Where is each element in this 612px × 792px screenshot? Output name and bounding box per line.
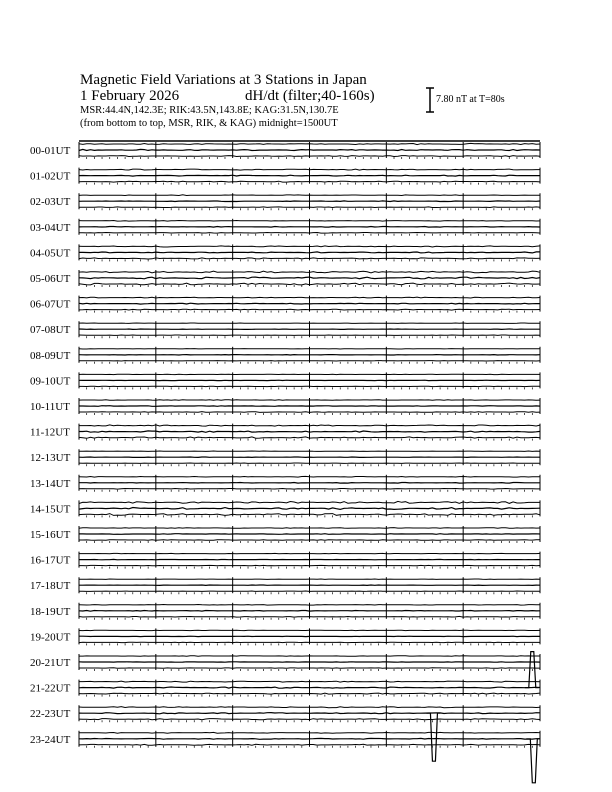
station-order-note: (from bottom to top, MSR, RIK, & KAG) midnight=1500UT [80,118,338,129]
station-coordinates: MSR:44.4N,142.3E; RIK:43.5N,143.8E; KAG:31.5N,130.7E [80,105,339,116]
row-label-04-05UT: 04-05UT [30,247,71,260]
row-label-23-24UT: 23-24UT [30,733,71,746]
row-label-13-14UT: 13-14UT [30,477,71,490]
row-label-00-01UT: 00-01UT [30,145,71,157]
row-label-09-10UT: 09-10UT [30,375,71,388]
row-label-06-07UT: 06-07UT [30,298,71,311]
row-label-15-16UT: 15-16UT [30,529,71,541]
chart-measure: dH/dt (filter;40-160s) [245,88,375,104]
row-label-20-21UT: 20-21UT [30,657,71,669]
row-label-17-18UT: 17-18UT [30,580,71,593]
scale-label: 7.80 nT at T=80s [436,94,505,105]
row-label-10-11UT: 10-11UT [30,401,70,413]
row-label-01-02UT: 01-02UT [30,170,71,183]
event-spike-1 [426,713,440,761]
row-label-11-12UT: 11-12UT [30,426,70,439]
chart-title: Magnetic Field Variations at 3 Stations in Japan [80,72,367,88]
row-label-18-19UT: 18-19UT [30,605,71,618]
row-label-16-17UT: 16-17UT [30,554,71,567]
event-spike-2 [525,652,539,688]
event-spike-3 [526,739,540,783]
row-label-21-22UT: 21-22UT [30,682,71,695]
row-label-12-13UT: 12-13UT [30,452,71,465]
row-label-03-04UT: 03-04UT [30,221,71,234]
row-label-14-15UT: 14-15UT [30,503,71,516]
row-label-19-20UT: 19-20UT [30,631,71,644]
row-label-07-08UT: 07-08UT [30,324,71,337]
row-label-05-06UT: 05-06UT [30,273,71,285]
row-label-08-09UT: 08-09UT [30,349,71,362]
row-label-02-03UT: 02-03UT [30,196,71,209]
row-label-22-23UT: 22-23UT [30,708,71,721]
chart-date: 1 February 2026 [80,88,180,104]
